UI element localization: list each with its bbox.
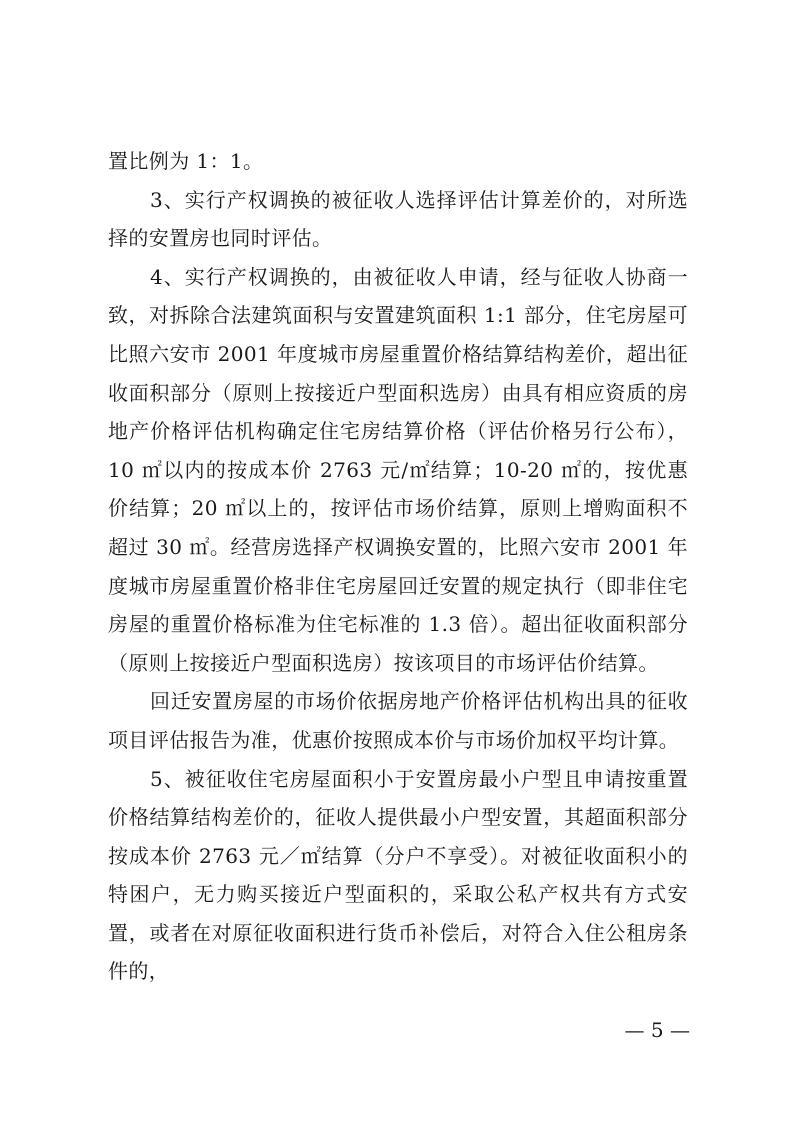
body-text	[108, 142, 688, 991]
paragraph-3: 4、实行产权调换的，由被征收人申请，经与征收人协商一致，对拆除合法建筑面积与安置建筑面积 1:1 部分，住宅房屋可比照六安市 2001 年度城市房屋重置价格结算结构差价，超出征收面积部分（原则上按接近户型面积选房）由具有相应资质的房地产价格评估机构确定住宅房结算价格（评估价格另行公布），10 ㎡以内的按成本价 2763 元/㎡结算；10-20 ㎡的，按优惠价结算；20 ㎡以上的，按评估市场价结算，原则上增购面积不超过 30 ㎡。经营房选择产权调换安置的，比照六安市 2001 年度城市房屋重置价格非住宅房屋回迁安置的规定执行（即非住宅房屋的重置价格标准为住宅标准的 1.3 倍）。超出征收面积部分（原则上按接近户型面积选房）按该项目的市场评估价结算。	[108, 264, 688, 675]
page-number: — 5 —	[624, 1018, 690, 1042]
paragraph-1: 置比例为 1：1。	[108, 149, 264, 173]
paragraph-4: 回迁安置房屋的市场价依据房地产价格评估机构出具的征收项目评估报告为准，优惠价按照成本价与市场价加权平均计算。	[108, 689, 688, 752]
paragraph-2: 3、实行产权调换的被征收人选择评估计算差价的，对所选择的安置房也同时评估。	[108, 187, 688, 251]
paragraph-5: 5、被征收住宅房屋面积小于安置房最小户型且申请按重置价格结算结构差价的，征收人提供最小户型安置，其超面积部分按成本价 2763 元／㎡结算（分户不享受）。对被征收面积小的特困户，无力购买接近户型面积的，采取公私产权共有方式安置，或者在对原征收面积进行货币补偿后，对符合入住公租房条件的，	[108, 766, 688, 984]
